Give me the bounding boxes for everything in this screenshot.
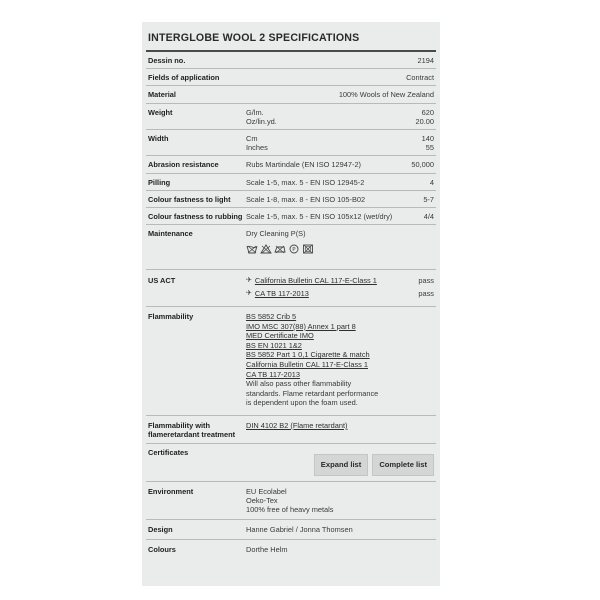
- row-label: Abrasion resistance: [148, 160, 219, 170]
- usact-link[interactable]: CA TB 117-2013: [254, 288, 309, 298]
- wash-icon: [246, 244, 258, 256]
- row-label: Material: [148, 90, 176, 100]
- flammability-link[interactable]: CA TB 117-2013: [246, 369, 300, 379]
- row-environment: [146, 481, 436, 520]
- flammability-link[interactable]: MED Certificate IMO: [246, 331, 314, 341]
- flammability-link[interactable]: BS EN 1021 1&2: [246, 340, 302, 350]
- no-tumble-dry-icon: [302, 244, 314, 256]
- value: 55: [425, 143, 434, 153]
- unit: Inches: [246, 143, 268, 153]
- row-label: Flammability: [148, 312, 194, 322]
- maintenance-text: Dry Cleaning P(S): [246, 229, 306, 239]
- row-dessin: [146, 50, 436, 68]
- row-label: Width: [148, 134, 169, 144]
- flameretardant-link[interactable]: DIN 4102 B2 (Flame retardant): [246, 420, 348, 430]
- row-value: 5-7: [423, 194, 434, 204]
- row-weight: [146, 103, 436, 129]
- status-badge: pass: [418, 288, 434, 298]
- flag-icon: ✈: [246, 289, 252, 297]
- row-value: 50,000: [411, 160, 434, 170]
- svg-text:P: P: [292, 247, 296, 254]
- row-value: Contract: [406, 73, 434, 83]
- row-pilling: [146, 173, 436, 190]
- row-certificates: [146, 443, 436, 480]
- unit: G/lm.: [246, 107, 264, 117]
- flammability-link[interactable]: IMO MSC 307(88) Annex 1 part 8: [246, 321, 356, 331]
- expand-list-button[interactable]: Expand list: [314, 454, 369, 475]
- row-light: [146, 190, 436, 207]
- row-label: Colour fastness to light: [148, 194, 231, 204]
- test-method: Rubs Martindale (EN ISO 12947-2): [246, 160, 362, 170]
- usact-link[interactable]: California Bulletin CAL 117-E-Class 1: [254, 275, 377, 285]
- row-label: Colours: [148, 545, 176, 555]
- row-label: Fields of application: [148, 73, 220, 83]
- row-label: Colour fastness to rubbing: [148, 212, 243, 222]
- row-abrasion: [146, 155, 436, 172]
- row-colours: [146, 539, 436, 559]
- flammability-note: Will also pass other flammability standards. Flame retardant performance is dependent upon the foam used.: [246, 379, 379, 408]
- row-label: Dessin no.: [148, 56, 186, 65]
- flammability-link[interactable]: California Bulletin CAL 117-E-Class 1: [246, 360, 368, 370]
- no-bleach-icon: [260, 244, 272, 256]
- row-label: Certificates: [148, 448, 189, 458]
- flammability-link[interactable]: BS 5852 Crib 5: [246, 312, 297, 322]
- row-label: Pilling: [148, 177, 171, 187]
- dry-clean-p-icon: [288, 244, 300, 256]
- flag-icon: ✈: [246, 276, 252, 284]
- row-value: Hanne Gabriel / Jonna Thomsen: [246, 525, 353, 535]
- complete-list-button[interactable]: Complete list: [372, 454, 434, 475]
- row-fields: [146, 68, 436, 85]
- row-flammability: [146, 306, 436, 415]
- test-method: Scale 1-8, max. 8 - EN ISO 105-B02: [246, 194, 366, 204]
- test-method: Scale 1-5, max. 5 - EN ISO 105x12 (wet/dry): [246, 212, 393, 222]
- row-label: Flammability with flameretardant treatment: [148, 420, 236, 440]
- test-method: Scale 1-5, max. 5 - EN ISO 12945-2: [246, 177, 365, 187]
- row-material: [146, 85, 436, 102]
- specifications-panel: [142, 22, 440, 586]
- row-value: 2194: [417, 56, 434, 65]
- row-flameretardant: [146, 415, 436, 443]
- row-label: Maintenance: [148, 229, 193, 239]
- row-width: [146, 129, 436, 155]
- row-value: Dorthe Helm: [246, 545, 288, 555]
- row-label: Weight: [148, 107, 173, 117]
- care-icons: [246, 244, 434, 256]
- row-value: 100% Wools of New Zealand: [338, 90, 434, 100]
- value: 620: [421, 107, 434, 117]
- row-value: 4: [429, 177, 434, 187]
- no-iron-icon: [274, 244, 286, 256]
- flammability-link[interactable]: BS 5852 Part 1 0,1 Cigarette & match: [246, 350, 370, 360]
- row-value: 4/4: [423, 212, 434, 222]
- unit: Cm: [246, 134, 258, 144]
- environment-item: EU Ecolabel: [246, 486, 287, 496]
- unit: Oz/lin.yd.: [246, 116, 277, 126]
- row-rubbing: [146, 207, 436, 224]
- row-usact: [146, 269, 436, 306]
- value: 140: [421, 134, 434, 144]
- row-label: Environment: [148, 486, 194, 496]
- list-item: [246, 276, 434, 285]
- row-maintenance: [146, 224, 436, 268]
- status-badge: pass: [418, 275, 434, 285]
- value: 20.00: [415, 116, 434, 126]
- row-label: Design: [148, 525, 173, 535]
- page-title: INTERGLOBE WOOL 2 SPECIFICATIONS: [148, 32, 360, 44]
- list-item: [246, 289, 434, 298]
- row-label: US ACT: [148, 275, 176, 285]
- row-design: [146, 519, 436, 539]
- environment-item: Oeko-Tex: [246, 495, 278, 505]
- environment-item: 100% free of heavy metals: [246, 505, 334, 514]
